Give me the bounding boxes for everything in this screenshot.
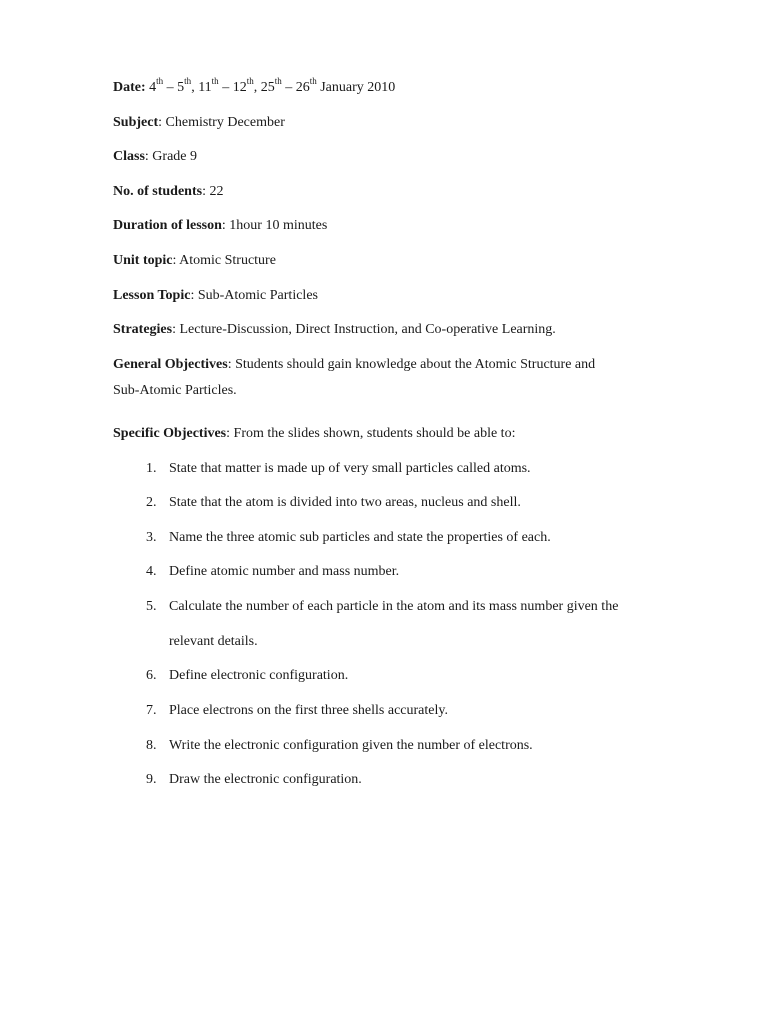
lesson-topic-label: Lesson Topic xyxy=(113,288,191,303)
specific-objectives-value: : From the slides shown, students should be able to: xyxy=(226,426,516,441)
list-item xyxy=(146,737,533,755)
class-label: Class xyxy=(113,149,145,164)
lesson-topic-value: : Sub-Atomic Particles xyxy=(190,288,318,303)
unit-topic-line xyxy=(113,252,276,270)
general-objectives-line xyxy=(113,356,595,374)
list-item-number: 8. xyxy=(146,738,157,753)
students-line xyxy=(113,183,223,201)
list-item-text: Define atomic number and mass number. xyxy=(169,564,400,579)
duration-line xyxy=(113,217,327,235)
list-item-continuation: relevant details. xyxy=(169,634,258,649)
duration-value: : 1hour 10 minutes xyxy=(221,218,328,233)
date-line: Date: 4th – 5th, 11th – 12th, 25th – 26th January 2010 xyxy=(113,76,396,95)
general-objectives-continuation: Sub-Atomic Particles. xyxy=(113,383,237,398)
list-item xyxy=(146,529,551,547)
list-item-text: Write the electronic configuration given the number of electrons. xyxy=(169,738,533,753)
list-item xyxy=(146,563,399,581)
duration-label: Duration of lesson xyxy=(113,218,222,233)
list-item-number: 7. xyxy=(146,703,157,718)
list-item-text: State that the atom is divided into two areas, nucleus and shell. xyxy=(169,495,521,510)
class-value: : Grade 9 xyxy=(144,149,197,164)
specific-objectives-label: Specific Objectives xyxy=(113,426,227,441)
list-item-text: Name the three atomic sub particles and state the properties of each. xyxy=(169,530,551,545)
class-line xyxy=(113,148,197,166)
list-item-number: 1. xyxy=(146,461,157,476)
list-item xyxy=(146,494,521,512)
subject-value: : Chemistry December xyxy=(158,115,285,130)
unit-topic-label: Unit topic xyxy=(113,253,173,268)
strategies-label: Strategies xyxy=(113,322,173,337)
lesson-topic-line xyxy=(113,287,318,305)
list-item-number: 9. xyxy=(146,772,157,787)
list-item-text: Calculate the number of each particle in the atom and its mass number given the xyxy=(169,599,619,614)
list-item-text: Define electronic configuration. xyxy=(169,668,349,683)
students-value: : 22 xyxy=(202,184,224,199)
list-item xyxy=(146,771,362,789)
strategies-value: : Lecture-Discussion, Direct Instruction, and Co-operative Learning. xyxy=(172,322,556,337)
specific-objectives-line xyxy=(113,425,515,443)
list-item-number: 6. xyxy=(146,668,157,683)
list-item-text: State that matter is made up of very small particles called atoms. xyxy=(169,461,531,476)
subject-line xyxy=(113,114,285,132)
list-item xyxy=(146,702,448,720)
subject-label: Subject xyxy=(113,115,159,130)
list-item-number: 5. xyxy=(146,599,157,614)
list-item xyxy=(146,667,348,685)
list-item-text: Draw the electronic configuration. xyxy=(169,772,362,787)
list-item-number: 4. xyxy=(146,564,157,579)
students-label: No. of students xyxy=(113,184,203,199)
list-item xyxy=(146,460,531,478)
list-item xyxy=(146,598,618,616)
general-objectives-label: General Objectives xyxy=(113,357,228,372)
unit-topic-value: : Atomic Structure xyxy=(172,253,276,268)
list-item-number: 2. xyxy=(146,495,157,510)
list-item-number: 3. xyxy=(146,530,157,545)
strategies-line xyxy=(113,321,556,339)
date-label: Date: xyxy=(113,80,146,95)
general-objectives-value: : Students should gain knowledge about the Atomic Structure and xyxy=(227,357,596,372)
list-item-text: Place electrons on the first three shells accurately. xyxy=(169,703,448,718)
